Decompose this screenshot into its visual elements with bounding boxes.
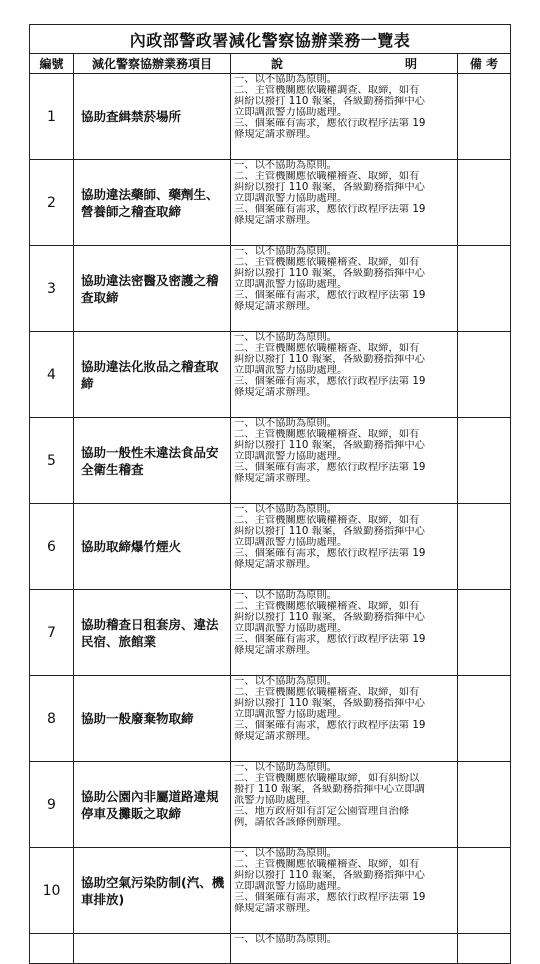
description-line: 立即調派警力協助處理。 xyxy=(234,709,348,720)
document-sheet xyxy=(29,24,510,964)
table-row xyxy=(30,590,511,676)
duties-table xyxy=(29,24,511,964)
row-item: 協助一般廢棄物取締 xyxy=(74,676,231,762)
description-line: 立即調派警力協助處理。 xyxy=(234,537,348,548)
header-description xyxy=(231,54,458,74)
description-line: 立即調派警力協助處理。 xyxy=(234,279,348,290)
description-line: 立即調派警力協助處理。 xyxy=(234,365,348,376)
table-row xyxy=(30,762,511,848)
row-description xyxy=(231,160,458,246)
description-line: 糾紛以撥打 110 報案，各級勤務指揮中心 xyxy=(234,612,425,623)
row-number: 10 xyxy=(30,848,74,934)
description-line: 條規定請求辦理。 xyxy=(234,129,317,140)
row-memo xyxy=(458,246,511,332)
description-line: 三、個案確有需求，應依行政程序法第 19 xyxy=(234,118,426,129)
row-number: 2 xyxy=(30,160,74,246)
description-line: 二、主管機關應依職權稽查、取締，如有 xyxy=(234,859,420,870)
row-number xyxy=(30,934,74,964)
row-item: 協助空氣污染防制(汽、機車排放) xyxy=(74,848,231,934)
description-line: 糾紛以撥打 110 報案，各級勤務指揮中心 xyxy=(234,96,425,107)
description-line: 三、個案確有需求，應依行政程序法第 19 xyxy=(234,720,426,731)
row-description xyxy=(231,848,458,934)
description-line: 一、以不協助為原則。 xyxy=(234,74,337,85)
row-item: 協助查緝禁菸場所 xyxy=(74,74,231,160)
row-number: 7 xyxy=(30,590,74,676)
description-line: 三、個案確有需求，應依行政程序法第 19 xyxy=(234,892,426,903)
table-row xyxy=(30,74,511,160)
row-item: 協助稽查日租套房、違法民宿、旅館業 xyxy=(74,590,231,676)
table-row-partial xyxy=(30,934,511,964)
description-line: 糾紛以撥打 110 報案，各級勤務指揮中心 xyxy=(234,526,425,537)
description-line: 糾紛以撥打 110 報案，各級勤務指揮中心 xyxy=(234,354,425,365)
row-number: 1 xyxy=(30,74,74,160)
row-number: 5 xyxy=(30,418,74,504)
row-description xyxy=(231,934,458,964)
row-number: 3 xyxy=(30,246,74,332)
table-row xyxy=(30,504,511,590)
description-line: 一、以不協助為原則。 xyxy=(234,246,337,257)
description-line: 條規定請求辦理。 xyxy=(234,473,317,484)
description-line: 例，請依各該條例辦理。 xyxy=(234,817,348,828)
description-line: 三、地方政府如有訂定公園管理自治條 xyxy=(234,806,410,817)
description-line: 一、以不協助為原則。 xyxy=(234,418,337,429)
row-number: 9 xyxy=(30,762,74,848)
description-line: 一、以不協助為原則。 xyxy=(234,504,337,515)
description-line: 條規定請求辦理。 xyxy=(234,301,317,312)
description-line: 糾紛以撥打 110 報案，各級勤務指揮中心 xyxy=(234,182,425,193)
description-line: 一、以不協助為原則。 xyxy=(234,848,337,859)
description-line: 立即調派警力協助處理。 xyxy=(234,451,348,462)
header-description-char-2: 明 xyxy=(404,57,417,71)
row-memo xyxy=(458,74,511,160)
description-line: 二、主管機關應依職權稽查、取締，如有 xyxy=(234,515,420,526)
row-item xyxy=(74,934,231,964)
row-memo xyxy=(458,848,511,934)
description-line: 三、個案確有需求，應依行政程序法第 19 xyxy=(234,204,426,215)
table-row xyxy=(30,848,511,934)
description-line: 條規定請求辦理。 xyxy=(234,903,317,914)
row-number: 8 xyxy=(30,676,74,762)
description-line: 一、以不協助為原則。 xyxy=(234,676,337,687)
row-item: 協助違法藥師、藥劑生、營養師之稽查取締 xyxy=(74,160,231,246)
row-description xyxy=(231,676,458,762)
table-row xyxy=(30,676,511,762)
description-line: 三、個案確有需求，應依行政程序法第 19 xyxy=(234,290,426,301)
description-line: 一、以不協助為原則。 xyxy=(234,160,337,171)
row-memo xyxy=(458,676,511,762)
description-line: 三、個案確有需求，應依行政程序法第 19 xyxy=(234,548,426,559)
row-description xyxy=(231,590,458,676)
description-line: 條規定請求辦理。 xyxy=(234,559,317,570)
row-memo xyxy=(458,762,511,848)
description-line: 派警力協助處理。 xyxy=(234,795,317,806)
description-line: 糾紛以撥打 110 報案，各級勤務指揮中心 xyxy=(234,268,425,279)
description-line: 糾紛以撥打 110 報案，各級勤務指揮中心 xyxy=(234,698,425,709)
row-memo xyxy=(458,504,511,590)
description-line: 撥打 110 報案，各級勤務指揮中心立即調 xyxy=(234,784,425,795)
table-row xyxy=(30,160,511,246)
table-body xyxy=(30,74,511,964)
row-item: 協助違法密醫及密護之稽查取締 xyxy=(74,246,231,332)
row-description xyxy=(231,418,458,504)
header-memo: 備 考 xyxy=(458,54,511,74)
row-item: 協助公園內非屬道路違規停車及攤販之取締 xyxy=(74,762,231,848)
row-memo xyxy=(458,590,511,676)
row-description xyxy=(231,762,458,848)
row-description xyxy=(231,246,458,332)
table-row xyxy=(30,246,511,332)
description-line: 立即調派警力協助處理。 xyxy=(234,107,348,118)
description-line: 立即調派警力協助處理。 xyxy=(234,623,348,634)
description-line: 立即調派警力協助處理。 xyxy=(234,193,348,204)
row-number: 6 xyxy=(30,504,74,590)
description-line: 一、以不協助為原則。 xyxy=(234,934,337,945)
description-line: 三、個案確有需求，應依行政程序法第 19 xyxy=(234,462,426,473)
description-line: 二、主管機關應依職權稽查、取締，如有 xyxy=(234,343,420,354)
row-number: 4 xyxy=(30,332,74,418)
row-memo xyxy=(458,934,511,964)
description-line: 二、主管機關應依職權稽查、取締，如有 xyxy=(234,429,420,440)
description-line: 條規定請求辦理。 xyxy=(234,645,317,656)
row-item: 協助違法化妝品之稽查取締 xyxy=(74,332,231,418)
description-line: 糾紛以撥打 110 報案，各級勤務指揮中心 xyxy=(234,440,425,451)
row-memo xyxy=(458,160,511,246)
description-line: 二、主管機關應依職權稽查、取締，如有 xyxy=(234,601,420,612)
row-item: 協助一般性未違法食品安全衛生稽查 xyxy=(74,418,231,504)
table-row xyxy=(30,418,511,504)
table-title: 內政部警政署減化警察協辦業務一覽表 xyxy=(30,25,511,54)
description-line: 條規定請求辦理。 xyxy=(234,215,317,226)
description-line: 糾紛以撥打 110 報案，各級勤務指揮中心 xyxy=(234,870,425,881)
description-line: 立即調派警力協助處理。 xyxy=(234,881,348,892)
description-line: 一、以不協助為原則。 xyxy=(234,590,337,601)
description-line: 條規定請求辦理。 xyxy=(234,387,317,398)
description-line: 二、主管機關應依職權稽查、取締，如有 xyxy=(234,687,420,698)
table-row xyxy=(30,332,511,418)
header-item: 減化警察協辦業務項目 xyxy=(74,54,231,74)
description-line: 三、個案確有需求，應依行政程序法第 19 xyxy=(234,376,426,387)
row-item: 協助取締爆竹煙火 xyxy=(74,504,231,590)
description-line: 二、主管機關應依職權稽查、取締，如有 xyxy=(234,257,420,268)
row-memo xyxy=(458,332,511,418)
description-line: 二、主管機關應依職權稽查、取締，如有 xyxy=(234,171,420,182)
description-line: 一、以不協助為原則。 xyxy=(234,762,337,773)
description-line: 二、主管機關應依職權調查、取締，如有 xyxy=(234,85,420,96)
row-memo xyxy=(458,418,511,504)
header-description-char-1: 說 xyxy=(271,57,284,71)
row-description xyxy=(231,74,458,160)
description-line: 三、個案確有需求，應依行政程序法第 19 xyxy=(234,634,426,645)
description-line: 一、以不協助為原則。 xyxy=(234,332,337,343)
description-line: 條規定請求辦理。 xyxy=(234,731,317,742)
row-description xyxy=(231,504,458,590)
row-description xyxy=(231,332,458,418)
description-line: 二、主管機關應依職權取締，如有糾紛以 xyxy=(234,773,420,784)
header-number: 編號 xyxy=(30,54,74,74)
